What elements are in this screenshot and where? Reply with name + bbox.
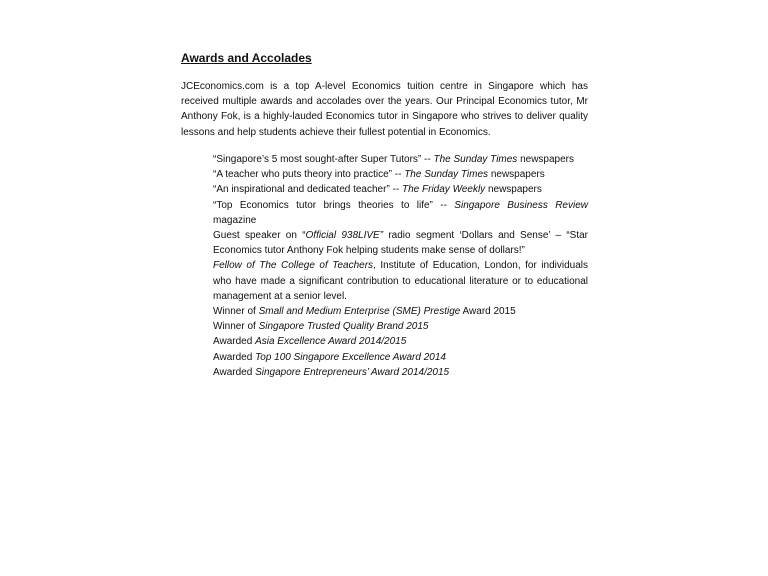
accolade-item xyxy=(213,152,588,167)
accolade-source: The Sunday Times xyxy=(404,169,489,181)
accolade-text: newspapers xyxy=(517,154,575,165)
accolade-text: Awarded xyxy=(213,366,256,378)
accolade-text: Winner of xyxy=(213,321,259,333)
accolade-text: magazine xyxy=(213,214,257,226)
accolade-item xyxy=(213,304,588,319)
accolade-text: “Top Economics tutor brings theories to life” -- xyxy=(213,199,455,211)
accolade-source: Asia Excellence Award 2014/2015 xyxy=(255,336,407,348)
accolade-item xyxy=(213,258,588,304)
page-title: Awards and Accolades xyxy=(181,51,312,65)
accolade-text: newspapers xyxy=(488,169,545,181)
accolade-source: The Sunday Times xyxy=(433,154,518,165)
accolade-source: Small and Medium Enterprise (SME) Prestige xyxy=(258,306,461,318)
accolade-item xyxy=(213,228,588,258)
accolade-text: newspapers xyxy=(485,184,542,196)
accolade-source: Singapore Entrepreneurs’ Award 2014/2015 xyxy=(255,366,450,378)
accolade-text: “Singapore’s 5 most sought-after Super Tutors” -- xyxy=(213,154,434,165)
accolade-source: Top 100 Singapore Excellence Award 2014 xyxy=(255,351,446,363)
intro-paragraph: JCEconomics.com is a top A-level Economics tuition centre in Singapore which has received multiple awards and accolades over the years. Our Principal Economics tutor, Mr Anthony Fok, is a highly-lauded Economics tutor in Singapore who strives to deliver quality lessons and help students achieve their fullest potential in Economics. xyxy=(181,81,588,138)
accolade-text: Awarded xyxy=(213,336,256,348)
accolade-text: Award 2015 xyxy=(460,306,516,318)
accolade-item xyxy=(213,182,588,197)
accolade-text: “An inspirational and dedicated teacher” -- xyxy=(213,184,402,196)
accolade-text: radio segment ‘Dollars and Sense’ – “Star Economics tutor Anthony Fok helping students make sense of dollars!” xyxy=(213,230,589,257)
accolade-item xyxy=(213,365,588,380)
accolade-text: Awarded xyxy=(213,351,256,363)
accolade-text: , Institute of Education, London, for individuals who have made a significant contribution to educational literature or to educational management at a senior level. xyxy=(213,260,588,302)
accolade-text: Guest speaker on “ xyxy=(213,230,306,242)
accolade-source: The Friday Weekly xyxy=(402,184,486,196)
accolade-item xyxy=(213,167,588,182)
accolade-source: Official 938LIVE” xyxy=(305,230,384,242)
accolades-list xyxy=(213,152,588,380)
accolade-text: “A teacher who puts theory into practice” -- xyxy=(213,169,405,181)
accolade-source: Singapore Business Review xyxy=(454,199,588,211)
accolade-item xyxy=(213,198,588,228)
accolade-source: Fellow of The College of Teachers xyxy=(213,260,374,272)
accolade-item xyxy=(213,319,588,334)
accolade-item xyxy=(213,334,588,349)
accolade-source: Singapore Trusted Quality Brand 2015 xyxy=(258,321,429,333)
accolade-text: Winner of xyxy=(213,306,259,318)
accolade-item xyxy=(213,350,588,365)
